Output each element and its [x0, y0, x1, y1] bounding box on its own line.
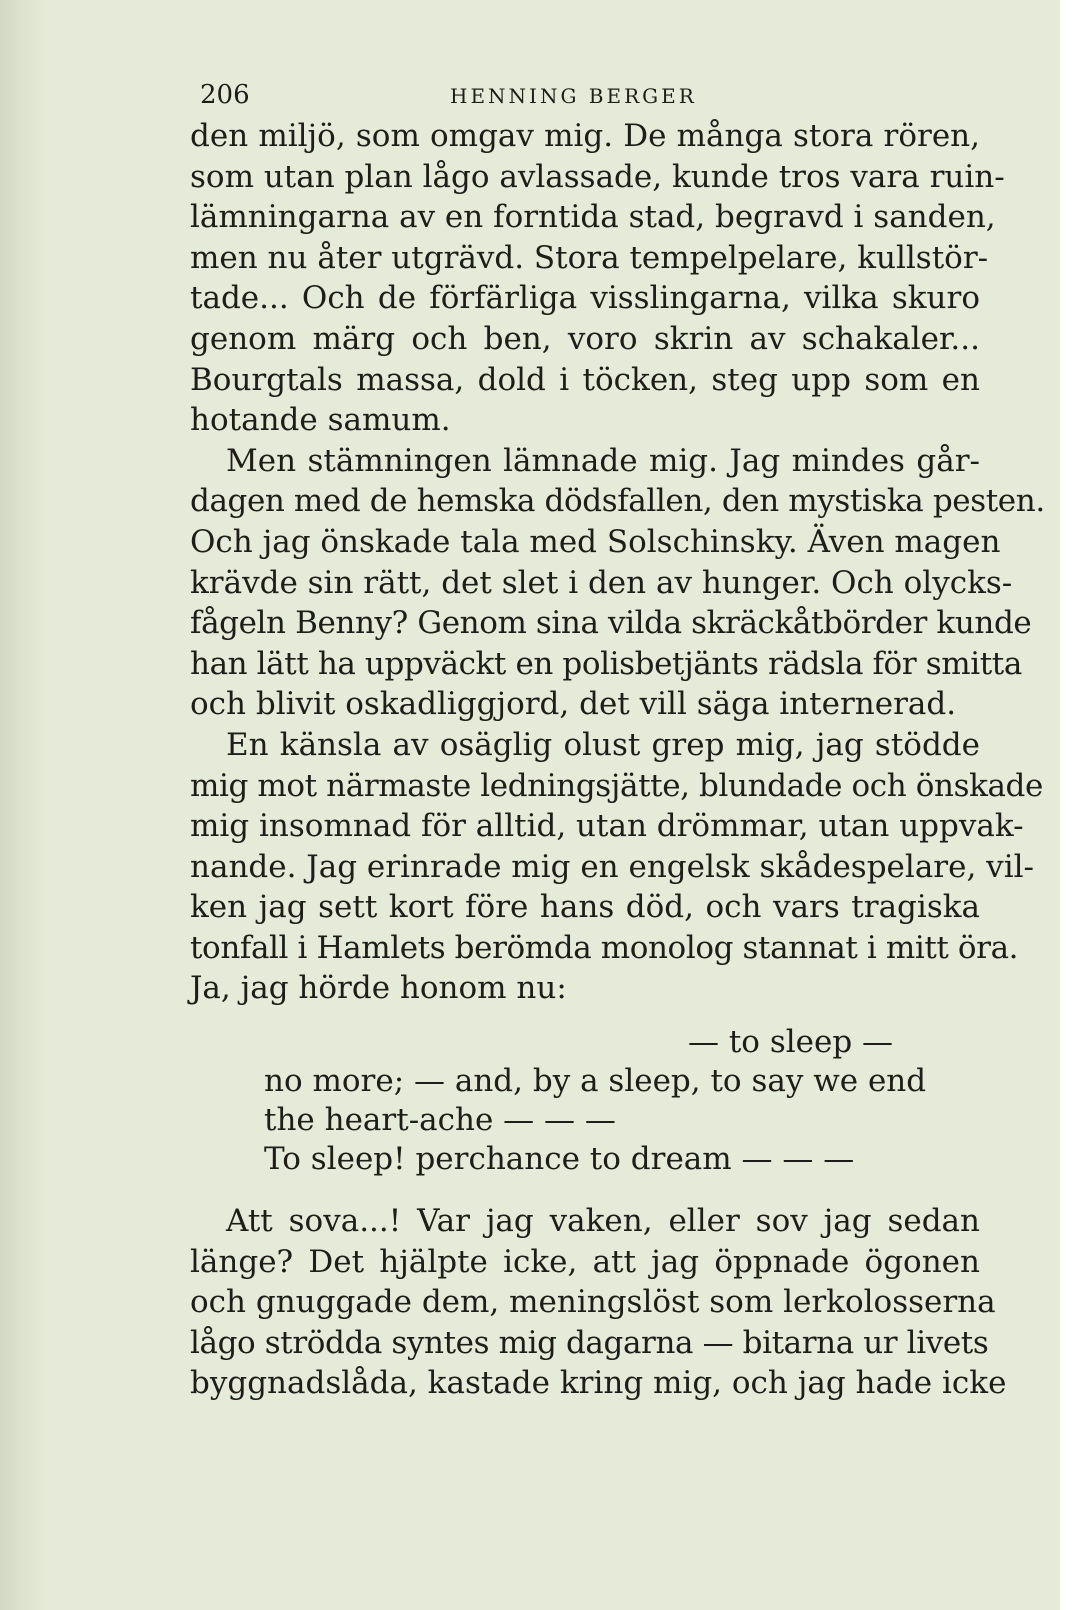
running-head	[190, 76, 980, 116]
paragraph-1	[190, 116, 1005, 441]
text-line: Att sova...! Var jag vaken, eller sov jag sedan	[226, 1203, 980, 1240]
text-line: Ja, jag hörde honom nu:	[190, 970, 567, 1007]
quote-line: — to sleep —	[688, 1024, 894, 1061]
page-gutter-shadow	[0, 0, 48, 1610]
text-line: fågeln Benny? Genom sina vilda skräckåtbörder kunde	[190, 605, 1032, 642]
paragraph-4	[190, 1201, 1007, 1404]
text-line: hotande samum.	[190, 402, 451, 439]
text-line: länge? Det hjälpte icke, att jag öppnade ögonen	[190, 1243, 980, 1280]
quote-line: the heart-ache — — —	[264, 1102, 616, 1139]
text-line: krävde sin rätt, det slet i den av hunger. Och olycks-	[190, 564, 1013, 601]
text-line: mig insomnad för alltid, utan drömmar, utan uppvak-	[190, 808, 1024, 845]
quote-line: To sleep! perchance to dream — — —	[264, 1141, 855, 1178]
text-line: lågo strödda syntes mig dagarna — bitarna ur livets	[190, 1324, 989, 1361]
text-line: men nu åter utgrävd. Stora tempelpelare, kullstör-	[190, 239, 989, 276]
running-title: HENNING BERGER	[450, 84, 697, 108]
text-line: den miljö, som omgav mig. De många stora rören,	[190, 118, 980, 154]
text-line: tade... Och de förfärliga visslingarna, vilka skuro	[190, 280, 980, 317]
hamlet-quote	[190, 1023, 980, 1179]
text-line: dagen med de hemska dödsfallen, den mystiska pesten.	[190, 483, 1045, 520]
text-line: han lätt ha uppväckt en polisbetjänts rädsla för smitta	[190, 645, 1022, 682]
text-line: mig mot närmaste ledningsjätte, blundade och önskade	[190, 767, 1043, 804]
text-line: Bourgtals massa, dold i töcken, steg upp som en	[190, 361, 980, 398]
text-line: Men stämningen lämnade mig. Jag mindes går-	[226, 442, 980, 479]
text-line: genom märg och ben, voro skrin av schakaler...	[190, 320, 980, 357]
quote-line: no more; — and, by a sleep, to say we end	[264, 1063, 927, 1100]
text-line: och gnuggade dem, meningslöst som lerkolosserna	[190, 1284, 996, 1321]
text-line: och blivit oskadliggjord, det vill säga internerad.	[190, 686, 957, 723]
paragraph-2	[190, 441, 1045, 725]
text-line: lämningarna av en forntida stad, begravd i sanden,	[190, 199, 996, 236]
text-line: tonfall i Hamlets berömda monolog stannat i mitt öra.	[190, 929, 1019, 966]
text-line: Och jag önskade tala med Solschinsky. Även magen	[190, 523, 1001, 560]
text-line: som utan plan lågo avlassade, kunde tros vara ruin-	[190, 158, 1005, 195]
text-line: nande. Jag erinrade mig en engelsk skådespelare, vil-	[190, 848, 1034, 885]
text-line: En känsla av osäglig olust grep mig, jag stödde	[226, 726, 980, 763]
text-line: ken jag sett kort före hans död, och vars tragiska	[190, 889, 980, 926]
text-line: byggnadslåda, kastade kring mig, och jag hade icke	[190, 1365, 1007, 1402]
page-number: 206	[200, 80, 250, 110]
paragraph-3	[190, 725, 1043, 1009]
text-block	[190, 76, 1045, 1404]
